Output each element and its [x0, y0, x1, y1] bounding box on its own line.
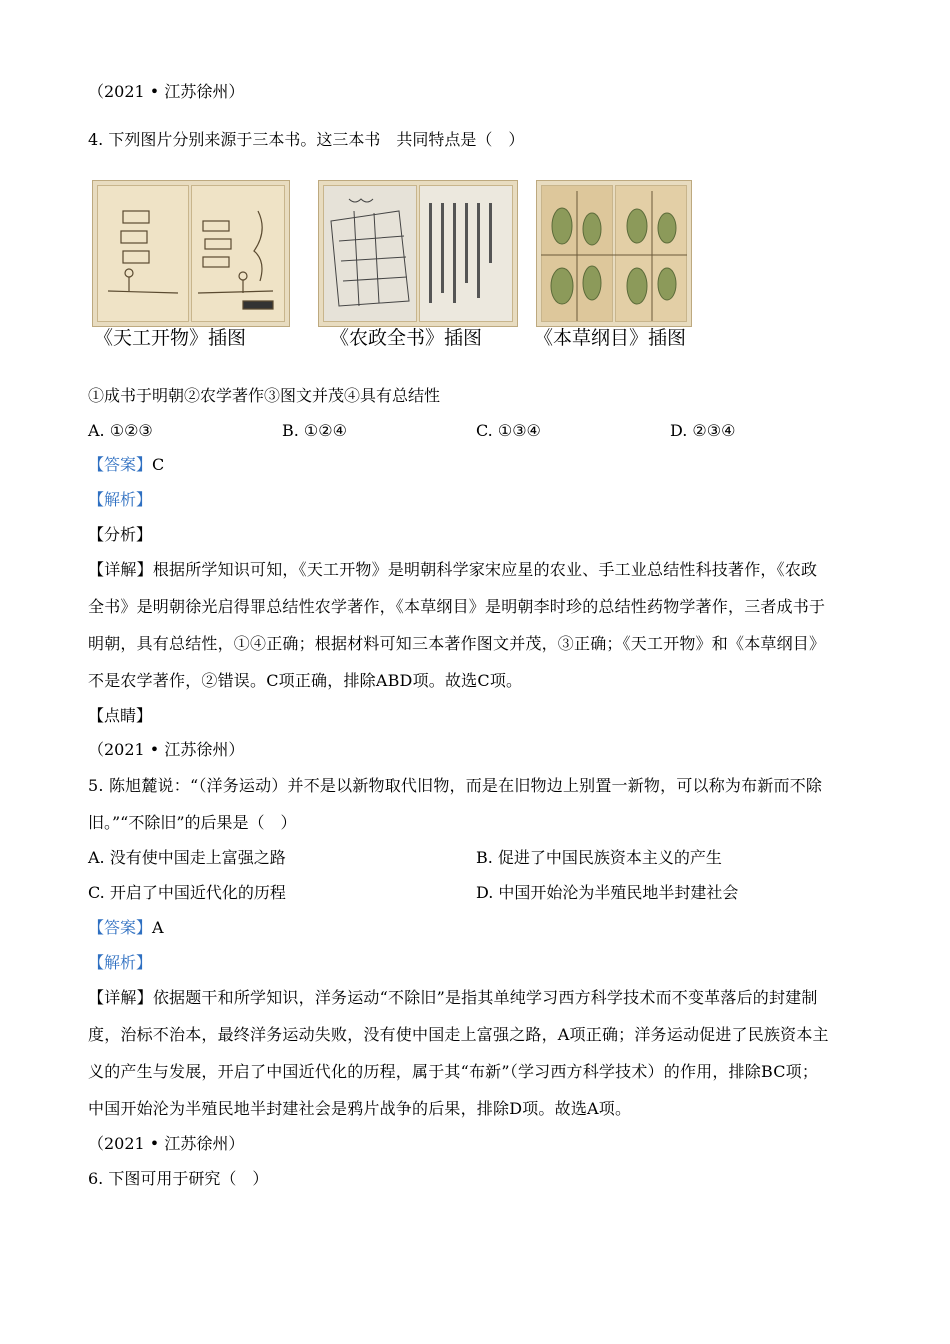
q4-dianjing-tag: 【点睛】: [88, 706, 153, 725]
nongzheng-quanshu-illustration: [318, 180, 518, 327]
bencao-gangmu-illustration: [536, 180, 692, 327]
q5-detail-line-2: 度，治标不治本，最终洋务运动失败，没有使中国走上富强之路，A项正确；洋务运动促进了民族资本主: [88, 1025, 829, 1044]
q4-detail-line-3: 明朝，具有总结性，①④正确；根据材料可知三本著作图文并茂，③正确；《天工开物》和《本草纲目》: [88, 634, 826, 653]
q5-option-d: D. 中国开始沦为半殖民地半封建社会: [476, 883, 739, 902]
q5-analysis-tag: 【解析】: [88, 953, 153, 972]
q5-answer: [88, 918, 164, 938]
q4-option-d: D. ②③④: [670, 421, 736, 440]
q4-detail-line-2: 全书》是明朝徐光启得罪总结性农学著作，《本草纲目》是明朝李时珍的总结性药物学著作，三者成书于: [88, 597, 826, 616]
answer-value: C: [152, 455, 165, 474]
q4-option-c: C. ①③④: [476, 421, 541, 440]
q4-answer: [88, 455, 164, 475]
q5-option-c: C. 开启了中国近代化的历程: [88, 883, 286, 902]
q6-source: （2021 • 江苏徐州）: [88, 1134, 245, 1153]
q4-stem: 4. 下列图片分别来源于三本书。这三本书 共同特点是（ ）: [88, 130, 525, 149]
q4-detail-line-1: [88, 560, 860, 580]
q6-stem: 6. 下图可用于研究（ ）: [88, 1169, 269, 1188]
detail-tag: 【详解】: [88, 988, 153, 1007]
q5-option-b: B. 促进了中国民族资本主义的产生: [476, 848, 722, 867]
q5-stem-line-1: 5. 陈旭麓说：“（洋务运动）并不是以新物取代旧物，而是在旧物边上别置一新物，可以称为布新而不除: [88, 776, 823, 795]
answer-value: A: [152, 918, 164, 937]
q5-detail-line-4: 中国开始沦为半殖民地半封建社会是鸦片战争的后果，排除D项。故选A项。: [88, 1099, 632, 1118]
caption-nongzheng-quanshu: 《农政全书》插图: [330, 327, 483, 349]
q5-option-a: A. 没有使中国走上富强之路: [88, 848, 286, 867]
answer-tag: 【答案】: [88, 455, 153, 474]
q4-option-a: A. ①②③: [88, 421, 153, 440]
tiangong-kaiwu-illustration: [92, 180, 290, 327]
q5-detail-line-1: [88, 988, 860, 1008]
q5-source: （2021 • 江苏徐州）: [88, 740, 245, 759]
answer-tag: 【答案】: [88, 918, 153, 937]
q5-stem-line-2: 旧。”“不除旧”的后果是（ ）: [88, 813, 297, 832]
detail-text: 根据所学知识可知，《天工开物》是明朝科学家宋应星的农业、手工业总结性科技著作，《农政: [152, 560, 818, 579]
q5-detail-line-3: 义的产生与发展，开启了中国近代化的历程，属于其“布新”（学习西方科学技术）的作用，排除BC项；: [88, 1062, 819, 1081]
caption-bencao-gangmu: 《本草纲目》插图: [534, 327, 687, 349]
caption-tiangong-kaiwu: 《天工开物》插图: [94, 327, 247, 349]
q4-statements: ①成书于明朝②农学著作③图文并茂④具有总结性: [88, 386, 441, 405]
detail-tag: 【详解】: [88, 560, 153, 579]
q4-detail-line-4: 不是农学著作，②错误。C项正确，排除ABD项。故选C项。: [88, 671, 523, 690]
q4-source: （2021 • 江苏徐州）: [88, 82, 245, 101]
q4-option-b: B. ①②④: [282, 421, 347, 440]
detail-text: 依据题干和所学知识，洋务运动“不除旧”是指其单纯学习西方科学技术而不变革落后的封建制: [152, 988, 818, 1007]
q4-analysis-tag: 【解析】: [88, 490, 153, 509]
q4-fenxi-tag: 【分析】: [88, 525, 153, 544]
